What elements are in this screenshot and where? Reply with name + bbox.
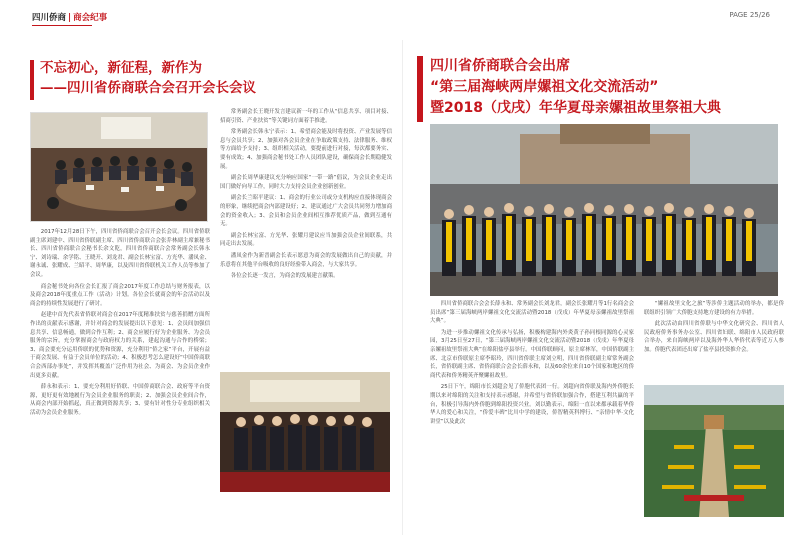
- left-article-title: [40, 58, 256, 98]
- right-col2-paragraph: “嫘祖故里文化之旅”等涉侨主题活动的举办，都是侨联组织引领广大侨胞支持地方建设的有力举措。: [644, 301, 784, 316]
- right-col1-paragraph: 四川省侨商联合会会长薛永和、常务副会长刘龙君，副会长张耀月等1行名商会会员出席“第三届海峡两岸嫘祖文化交流活动暨2018（戊戌）年华夏母亲嫘祖故里祭祖大典”。: [430, 301, 634, 325]
- right-column-2: [644, 300, 784, 358]
- left-col1-paragraph: 赵建中首先代表省侨联对商会在2017年度精准扶贫与慈善捐赠方面所作出的贡献表示感谢，并针对商会的发展提出以下意见：1、会员间加强信息共享、信息畅通，做到合作互利；2、商会应履行好为企业服务、为会员服务的宗旨，充分掌握商会与政府权力的关系，建起沟通与合作的桥梁；3、商会要充分运用侨联的优势和资源，充分利用“侨之家”平台，开展有益于商会发展、有益于会员单位的活动；4、积极思考怎么建设好“中国侨商联合会西部办事处”，并发挥其覆盖广泛作用为社会、为商会、为会员企业作出更多贡献。: [30, 312, 210, 379]
- left-col1-paragraph: 薛永和表示：1、要充分利用好侨联、中国侨商联合会、政府等平台资源，更好更有效地履行为会员企业服务的职责；2、加强会员企业间合作，从商会内部开始抓起，真正做到资源共享；3、要有针对性分专业组织相关活动为会员企业服务。: [30, 384, 210, 416]
- left-col2-paragraph: 潘凤金作为新晋副会长表示愿意为商会的发展做出自己的贡献，并乐意将在其他平台吸收的良好经验带入商会，与大家共享。: [220, 252, 392, 268]
- left-col2-paragraph: 副会长周华康建议充分响应国家“一带一路”倡议，为会员企业走出国门做好向导工作，同时大力支持会员企业创新创业。: [220, 175, 392, 190]
- left-title-line-2: ——四川省侨商联合会召开会长会议: [40, 80, 256, 96]
- ceremony-group-photo: [430, 124, 778, 296]
- left-title-line-1: 不忘初心，新征程，新作为: [40, 60, 202, 76]
- right-title-line-3: 暨2018（戊戌）年华夏母亲嫘祖故里祭祖大典: [430, 100, 721, 116]
- page-number: PAGE 25/26: [729, 11, 770, 19]
- left-col1-paragraph: 2017年12月28日下午，四川省侨商联合会召开会长会议。四川省侨联副主席刘建中、四川省侨联副主席、四川省侨商联合会张乔林副主席兼秘书长、四川省侨商联合会秘书长余文乾，四川省侨商联合会常务副会长韩永宁、刘诗瑞、余学铭、王晓开、刘龙君、副会长林宝富、方光华、潘凤金、谢永诚、张耀成、兰昭平、周华康，以及四川省侨联机关工作人员等参加了会议。: [30, 229, 210, 278]
- right-col2-paragraph: 此次活动由四川省侨联与中华文化研究会、四川省人民政府侨务事务办公室、四川省妇联、绵阳市人民政府联合举办，来自海峡两岸以及海外华人华侨代表等近万人参加。侨胞代表团还出席了盐亭县投资推介会。: [644, 321, 784, 353]
- left-column-1: [30, 228, 210, 420]
- ceremony-site-aerial-photo: [644, 385, 784, 517]
- left-col2-paragraph: 常务副会长王晓开发言建议新一年的工作从“信息共享、项目对接、招商引资、产业扶贫”等关键词方面着手推进。: [220, 109, 392, 124]
- section-name: 商会纪事: [73, 13, 108, 23]
- left-col2-paragraph: 副会长兰昭平建议：1、商会的行业公司或分支机构应直接体现商会的形象，继续把商会内部建设好；2、建议通过广大会员共同努力增加商会的资金收入；3、会员和会员企业间相互推荐优质产品，做到互通有无。: [220, 195, 392, 228]
- right-article-title: [430, 56, 780, 119]
- brand-name: 四川侨商: [32, 13, 67, 23]
- left-col2-paragraph: 副会长林宝富、方光华、张耀月建议应当加强会员企业间联系，共同走出去发展。: [220, 232, 392, 248]
- right-title-line-1: 四川省侨商联合会出席: [430, 58, 570, 74]
- group-photo-meeting: [220, 372, 390, 492]
- page-gutter: [402, 40, 403, 535]
- left-col2-paragraph: 常务副会长韩永宁表示：1、希望商会能及时将投资、产业发展等信息与会员共享；2、加强对各会员企业在争取政策支持、法律服务、维权等方面给予支持；3、组织相关活动，要提前进行对接，每次都要务实、要有成效；4、加强商会秘书处工作人员团队建设，确保商会长期稳健发展。: [220, 129, 392, 170]
- brand-separator: |: [68, 13, 72, 23]
- brand: [32, 11, 107, 23]
- right-title-accent: [417, 56, 423, 122]
- right-title-line-2: “第三届海峡两岸嫘祖文化交流活动”: [430, 79, 659, 95]
- header-rule: [32, 25, 92, 26]
- left-title-accent: [30, 60, 34, 100]
- page-header: [0, 0, 800, 34]
- right-col1-paragraph: 25日下午，绵阳市长刘超会见了侨胞代表团一行。刘超向省侨联及海内外侨胞长期以来对绵阳的关注和支持表示感谢，并希望与省侨联加强合作，搭建互利共赢的平台，积极引导海内外侨胞到绵阳投资兴业。刘以勤表示，绵阳一直以来都承载着华侨华人的爱心和关注，“侨爱丰碑”比川中学的建设，侨智精英科博行、“亲情中华·文化讲堂”以及此次: [430, 384, 634, 425]
- left-col2-paragraph: 各位会长逐一发言，为商会的发展建言献策。: [230, 273, 339, 280]
- meeting-photo: [30, 112, 208, 222]
- right-col1-paragraph: 为进一步推动嫘祖文化传承与弘扬，积极构建海内外炎黄子孙同根同源的心灵家园，3月25日至27日，“第三届海峡两岸嫘祖文化交流活动暨2018（戊戌）年华夏母亲嫘祖故里祭祖大典”在绵阳盐亭县举行。中国侨联顾问，原主席林军，中国侨联副主席、北京市侨联原主席李昭玲，四川省侨联主席刘立明，四川省侨联副主席常务副会长，省侨联副主席、省侨商联合会会长薛永和，以及60余位来自10个国家和地区的侨商代表和侨务精英齐聚嫘祖故里。: [430, 329, 634, 379]
- right-column-1: [430, 300, 634, 429]
- left-column-2: [220, 108, 392, 284]
- left-col1-paragraph: 商会秘书处向各位会长汇报了商会2017年度工作总结与财务报表，以及商会2018年度重点工作（活动）计划。各位会长就商会的年会活动以及商会的持续性发展进行了研讨。: [30, 283, 210, 307]
